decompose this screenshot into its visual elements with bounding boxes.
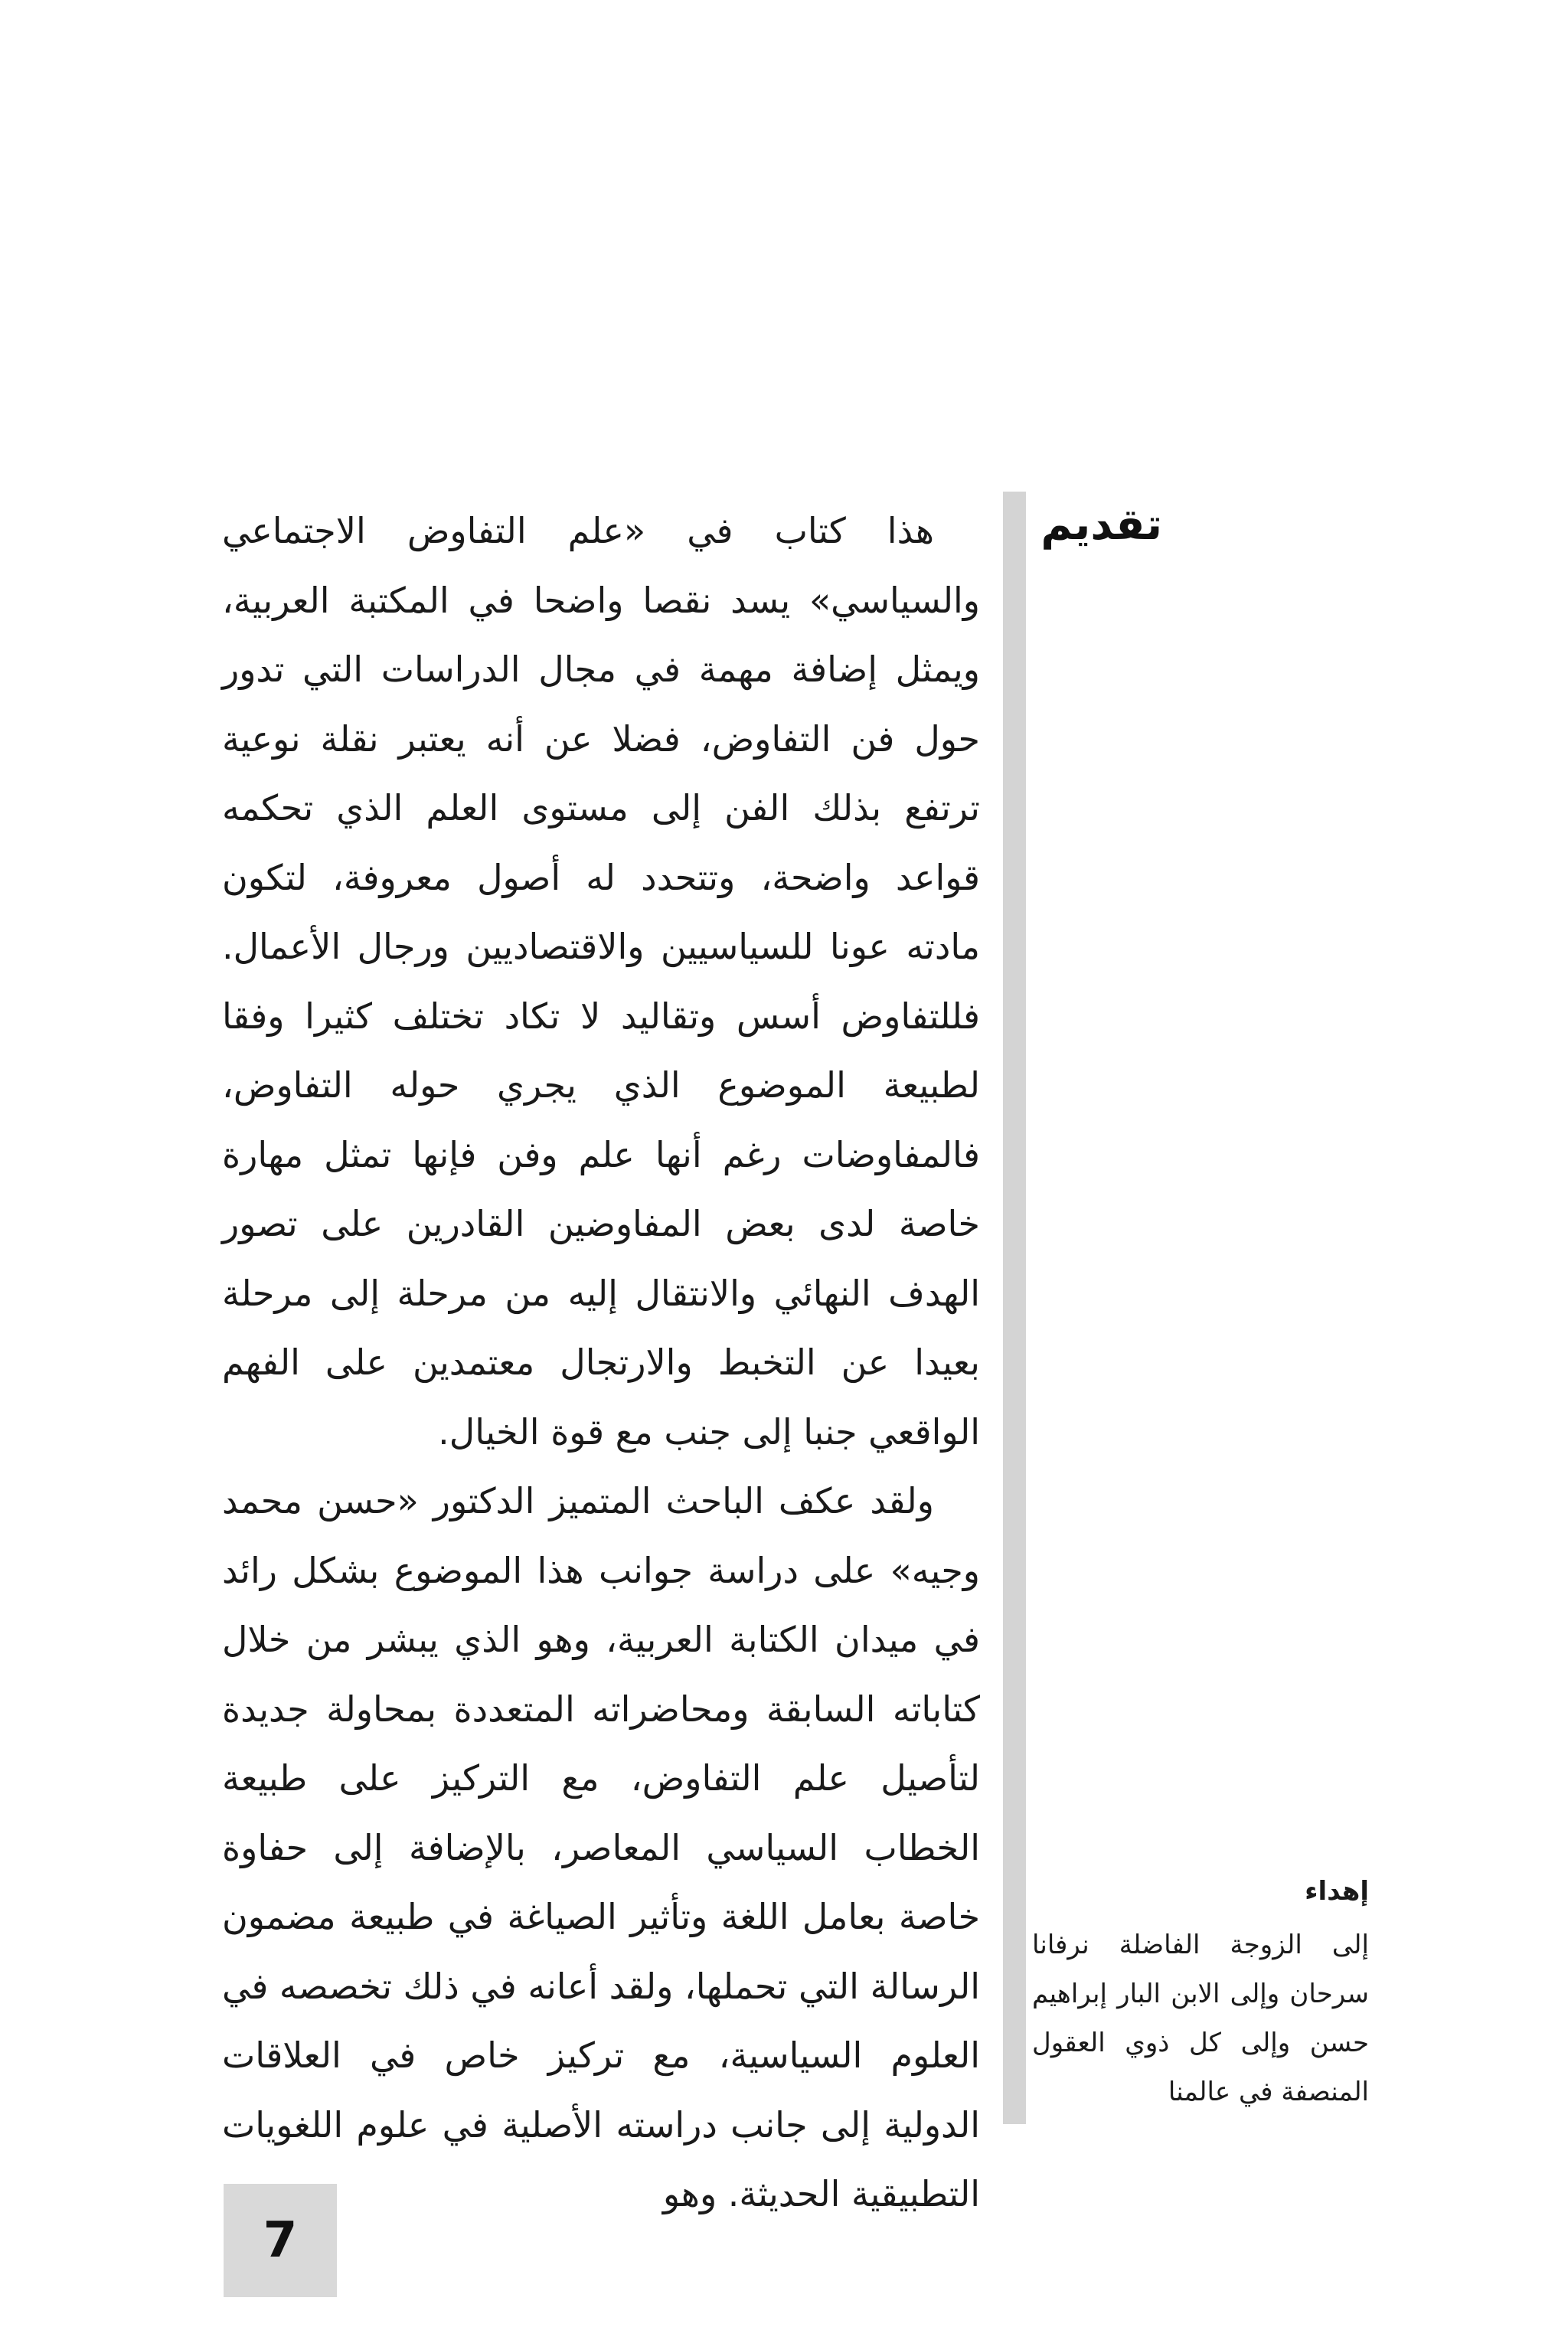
dedication-block	[1032, 1867, 1369, 2116]
page-number: 7	[263, 2212, 298, 2269]
dedication-title: إهداء	[1305, 1876, 1369, 1907]
vertical-divider	[1003, 492, 1026, 2124]
section-heading: تقديم	[1040, 500, 1162, 550]
main-text	[222, 496, 980, 2229]
paragraph-2: ولقد عكف الباحث المتميز الدكتور «حسن محمد وجيه» على دراسة جوانب هذا الموضوع بشكل رائد في ميدان الكتابة العربية، وهو الذي يبشر من خلال كتاباته السابقة ومحاضراته المتعددة بمحاولة جديدة لتأصيل علم التفاوض، مع التركيز على طبيعة الخطاب السياسي المعاصر، بالإضافة إلى حفاوة خاصة بعامل اللغة وتأثير الصياغة في طبيعة مضمون الرسالة التي تحملها، ولقد أعانه في ذلك تخصصه في العلوم السياسية، مع تركيز خاص في العلاقات الدولية إلى جانب دراسته الأصلية في علوم اللغويات التطبيقية الحديثة. وهو	[221, 1480, 980, 2214]
dedication-text: إلى الزوجة الفاضلة نرفانا سرحان وإلى الابن البار إبراهيم حسن وإلى كل ذوي العقول المنصفة في عالمنا	[1032, 1930, 1369, 2107]
paragraph-1: هذا كتاب في «علم التفاوض الاجتماعي والسياسي» يسد نقصا واضحا في المكتبة العربية، ويمثل إضافة مهمة في مجال الدراسات التي تدور حول فن التفاوض، فضلا عن أنه يعتبر نقلة نوعية ترتفع بذلك الفن إلى مستوى العلم الذي تحكمه قواعد واضحة، وتتحدد له أصول معروفة، لتكون مادته عونا للسياسيين والاقتصاديين ورجال الأعمال. فللتفاوض أسس وتقاليد لا تكاد تختلف كثيرا وفقا لطبيعة الموضوع الذي يجري حوله التفاوض، فالمفاوضات رغم أنها علم وفن فإنها تمثل مهارة خاصة لدى بعض المفاوضين القادرين على تصور الهدف النهائي والانتقال إليه من مرحلة إلى مرحلة بعيدا عن التخبط والارتجال معتمدين على الفهم الواقعي جنبا إلى جنب مع قوة الخيال.	[222, 510, 980, 1453]
page-number-box	[224, 2184, 337, 2297]
